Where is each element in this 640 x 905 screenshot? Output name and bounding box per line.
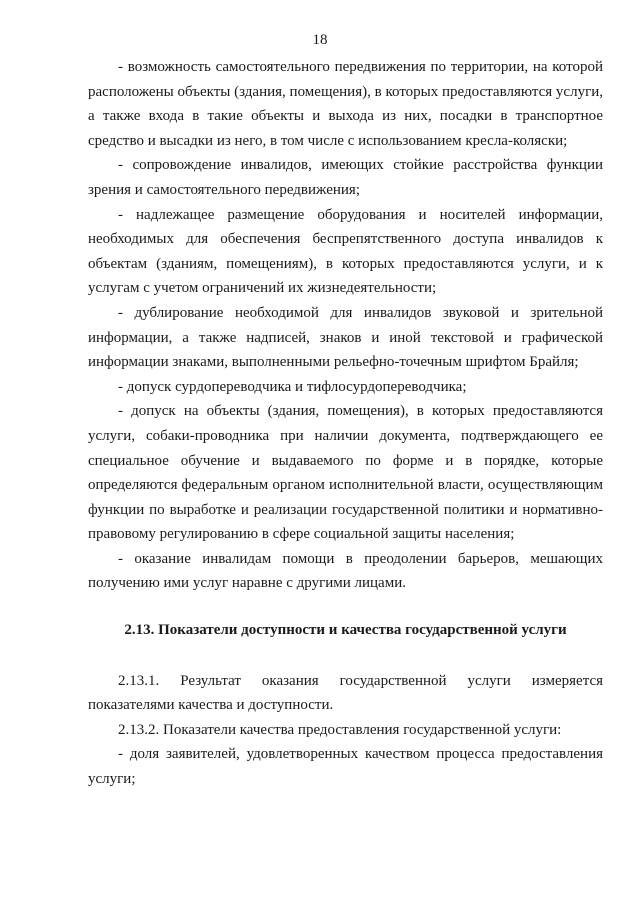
list-item-interpreter-admission: - допуск сурдопереводчика и тифлосурдопереводчика; — [118, 378, 467, 395]
page-number: 18 — [312, 32, 328, 48]
paragraph-2-13-1: 2.13.1. Результат оказания государственной услуги измеряется показателями качества и доступности. — [88, 672, 603, 714]
section-heading: 2.13. Показатели доступности и качества государственной услуги — [124, 622, 567, 639]
list-item-guide-dog: - допуск на объекты (здания, помещения), в которых предоставляются услуги, собаки-проводника при наличии документа, подтверждающего ее специальное обучение и выдаваемого по форме и в порядке, которые определяются федеральным органом исполнительной власти, осуществляющим функции по выработке и реализации государственной политики и нормативно-правовому регулированию в сфере социальной защиты населения; — [88, 403, 603, 543]
list-item-free-movement: - возможность самостоятельного передвижения по территории, на которой расположены объекты (здания, помещения), в которых предоставляются услуги, а также входа в такие объекты и выхода из них, посадки в транспортное средство и высадки из него, в том числе с использованием кресла-коляски; — [88, 59, 603, 149]
document-body — [88, 55, 603, 792]
list-item-duplication: - дублирование необходимой для инвалидов звуковой и зрительной информации, а также надписей, знаков и иной текстовой и графической информации знаками, выполненными рельефно-точечным шрифтом Брайля; — [88, 304, 603, 371]
list-item-equipment-placement: - надлежащее размещение оборудования и носителей информации, необходимых для обеспечения беспрепятственного доступа инвалидов к объектам (зданиям, помещениям), в которых предоставляются услуги, и к услугам с учетом ограничений их жизнедеятельности; — [88, 206, 603, 297]
list-item-escort: - сопровождение инвалидов, имеющих стойкие расстройства функции зрения и самостоятельного передвижения; — [88, 157, 603, 198]
paragraph-2-13-2: 2.13.2. Показатели качества предоставления государственной услуги: — [118, 721, 562, 738]
list-item-assistance: - оказание инвалидам помощи в преодолении барьеров, мешающих получению ими услуг наравне с другими лицами. — [88, 550, 603, 592]
list-item-satisfied-applicants: - доля заявителей, удовлетворенных качеством процесса предоставления услуги; — [88, 746, 603, 788]
